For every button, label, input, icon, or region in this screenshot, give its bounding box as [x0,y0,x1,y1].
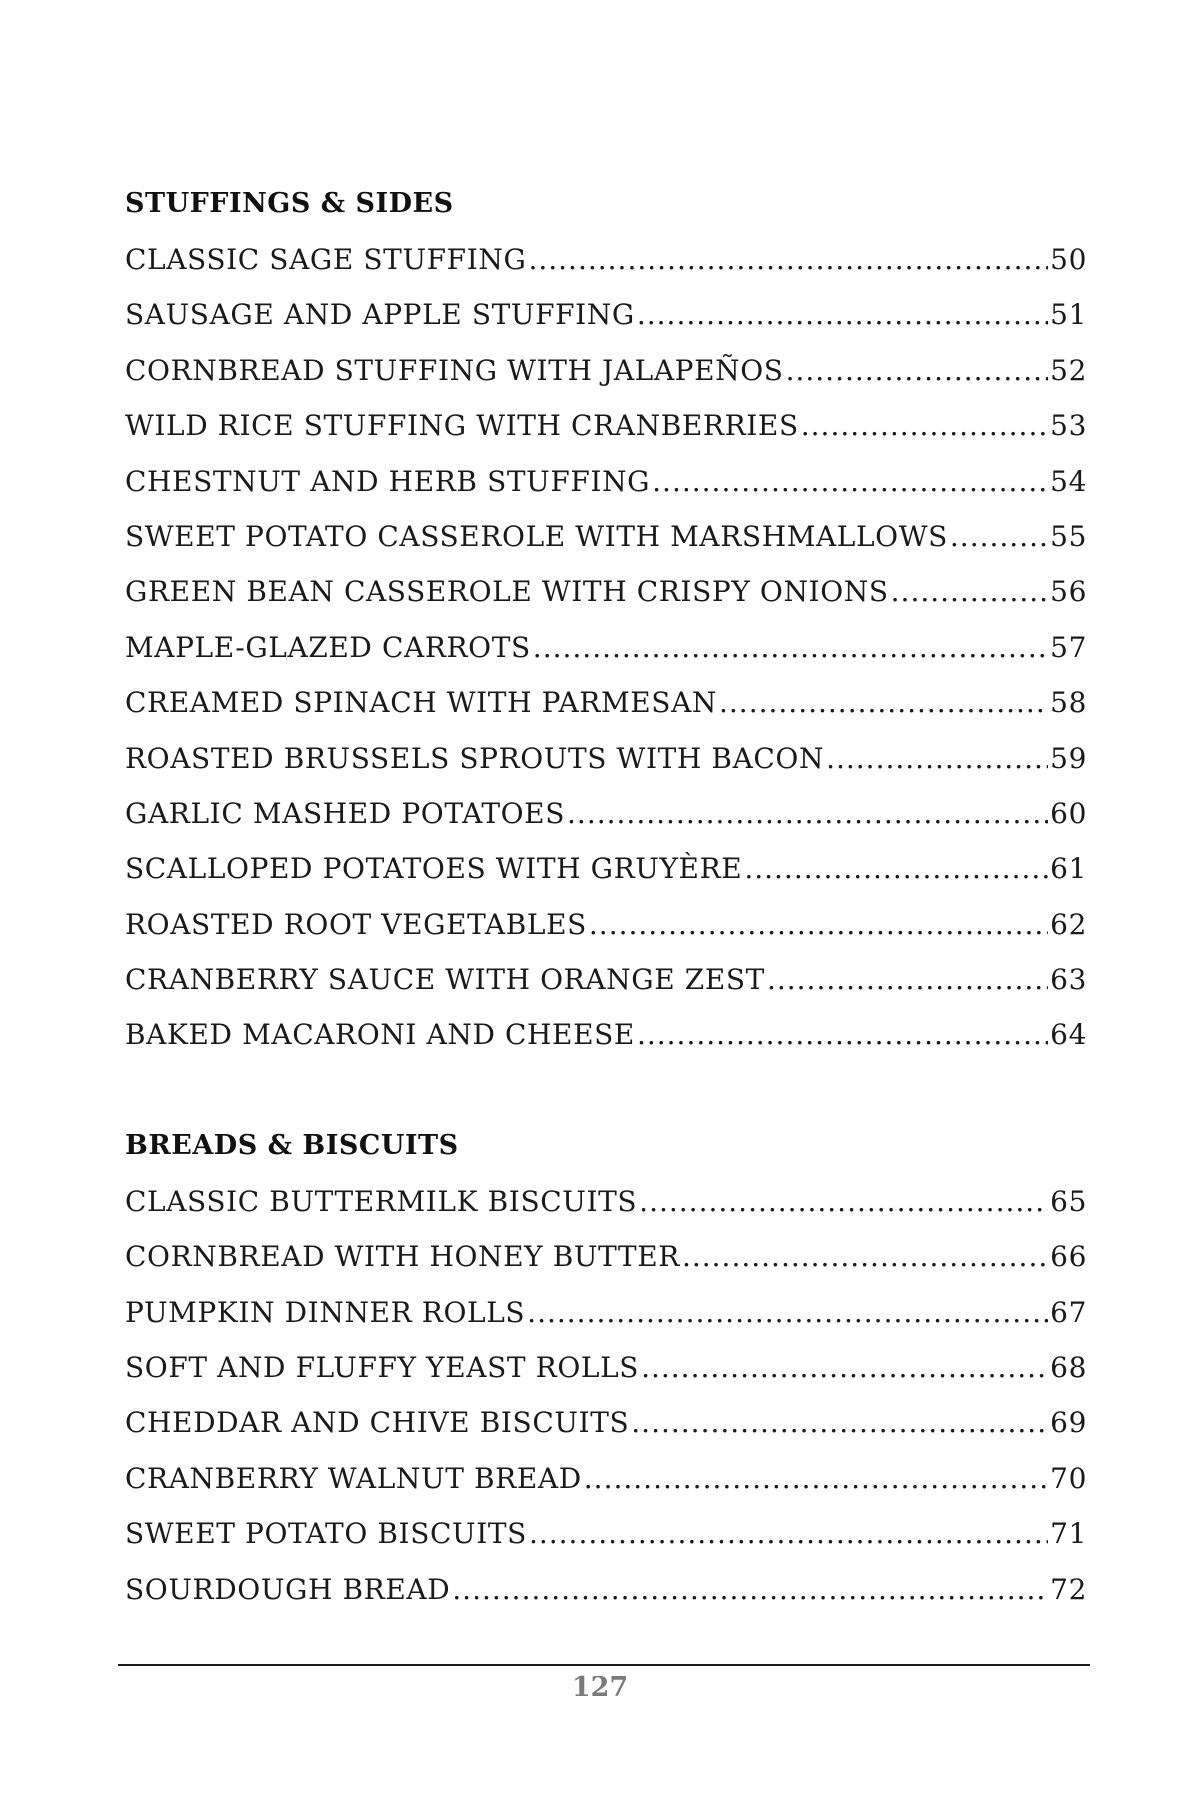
dot-leader [891,564,1049,619]
entry-page-number: 70 [1050,1461,1087,1495]
toc-entry [125,343,1087,398]
entry-title: CRANBERRY SAUCE WITH ORANGE ZEST [125,963,765,997]
entry-title: SOURDOUGH BREAD [125,1572,451,1606]
toc-entry [125,1395,1087,1450]
entry-title: SWEET POTATO CASSEROLE WITH MARSHMALLOWS [125,519,948,553]
dot-leader [652,454,1048,509]
entry-page-number: 60 [1050,796,1087,830]
toc-entry [125,1229,1087,1284]
entry-page-number: 67 [1050,1295,1087,1329]
entry-title: SAUSAGE AND APPLE STUFFING [125,298,635,332]
entry-page-number: 53 [1050,409,1087,443]
dot-leader [637,1007,1048,1062]
entry-title: CHEDDAR AND CHIVE BISCUITS [125,1406,630,1440]
entry-page-number: 66 [1050,1240,1087,1274]
entry-page-number: 65 [1050,1184,1087,1218]
toc-entry [125,1340,1087,1395]
toc-entry [125,952,1087,1007]
toc-entry [125,1174,1087,1229]
dot-leader [639,1174,1048,1229]
toc-section-stuffings-sides [125,176,1087,1063]
dot-leader [584,1451,1048,1506]
table-of-contents [125,176,1087,1617]
entry-page-number: 59 [1050,741,1087,775]
entry-page-number: 54 [1050,464,1087,498]
entry-title: BAKED MACARONI AND CHEESE [125,1018,635,1052]
entry-page-number: 51 [1050,298,1087,332]
entry-title: PUMPKIN DINNER ROLLS [125,1295,526,1329]
toc-entry [125,1506,1087,1561]
entry-title: SWEET POTATO BISCUITS [125,1517,527,1551]
entry-page-number: 63 [1050,963,1087,997]
dot-leader [682,1229,1048,1284]
dot-leader [744,841,1048,896]
dot-leader [637,287,1048,342]
toc-entry [125,1451,1087,1506]
dot-leader [533,620,1048,675]
entry-page-number: 64 [1050,1018,1087,1052]
toc-entry [125,454,1087,509]
dot-leader [589,897,1048,952]
toc-entry [125,398,1087,453]
dot-leader [529,1506,1048,1561]
entry-page-number: 50 [1050,243,1087,276]
toc-entry [125,232,1087,287]
dot-leader [527,1285,1048,1340]
dot-leader [801,398,1048,453]
entry-page-number: 72 [1050,1572,1087,1606]
entry-title: SOFT AND FLUFFY YEAST ROLLS [125,1351,640,1385]
entry-title: CLASSIC BUTTERMILK BISCUITS [125,1184,638,1218]
entry-page-number: 52 [1050,353,1087,387]
entry-page-number: 61 [1050,852,1087,886]
toc-entry [125,675,1087,730]
entry-title: MAPLE-GLAZED CARROTS [125,630,531,664]
toc-entry [125,786,1087,841]
entry-title: GARLIC MASHED POTATOES [125,796,566,830]
toc-entry [125,287,1087,342]
toc-entry [125,1562,1087,1617]
dot-leader [452,1562,1048,1617]
entry-title: WILD RICE STUFFING WITH CRANBERRIES [125,409,799,443]
footer-divider [118,1664,1090,1666]
section-heading: BREADS & BISCUITS [125,1129,459,1161]
toc-entry [125,509,1087,564]
entry-title: SCALLOPED POTATOES WITH GRUYÈRE [125,852,743,886]
entry-title: ROASTED ROOT VEGETABLES [125,907,587,941]
section-entries [125,232,1087,1063]
dot-leader [641,1340,1048,1395]
dot-leader [826,731,1048,786]
entry-page-number: 62 [1050,907,1087,941]
dot-leader [950,509,1048,564]
toc-section-breads-biscuits [125,1118,1087,1617]
entry-title: GREEN BEAN CASSEROLE WITH CRISPY ONIONS [125,575,889,609]
entry-page-number: 68 [1050,1351,1087,1385]
entry-title: CRANBERRY WALNUT BREAD [125,1461,582,1495]
entry-page-number: 69 [1050,1406,1087,1440]
dot-leader [786,343,1049,398]
toc-entry [125,841,1087,896]
entry-page-number: 56 [1050,575,1087,609]
entry-page-number: 58 [1050,686,1087,720]
dot-leader [528,232,1048,287]
toc-entry [125,1285,1087,1340]
entry-title: CHESTNUT AND HERB STUFFING [125,464,651,498]
page-number: 127 [571,1672,629,1703]
entry-page-number: 71 [1050,1517,1087,1551]
section-entries [125,1174,1087,1617]
toc-entry [125,897,1087,952]
entry-title: CORNBREAD STUFFING WITH JALAPEÑOS [125,353,784,387]
toc-entry [125,1007,1087,1062]
toc-entry [125,620,1087,675]
entry-title: CLASSIC SAGE STUFFING [125,243,527,276]
toc-entry [125,731,1087,786]
entry-page-number: 55 [1050,519,1087,553]
dot-leader [567,786,1048,841]
entry-title: ROASTED BRUSSELS SPROUTS WITH BACON [125,741,825,775]
entry-title: CREAMED SPINACH WITH PARMESAN [125,686,717,720]
dot-leader [719,675,1048,730]
dot-leader [767,952,1048,1007]
dot-leader [631,1395,1048,1450]
entry-page-number: 57 [1050,630,1087,664]
entry-title: CORNBREAD WITH HONEY BUTTER [125,1240,680,1274]
toc-entry [125,564,1087,619]
section-heading: STUFFINGS & SIDES [125,188,454,219]
